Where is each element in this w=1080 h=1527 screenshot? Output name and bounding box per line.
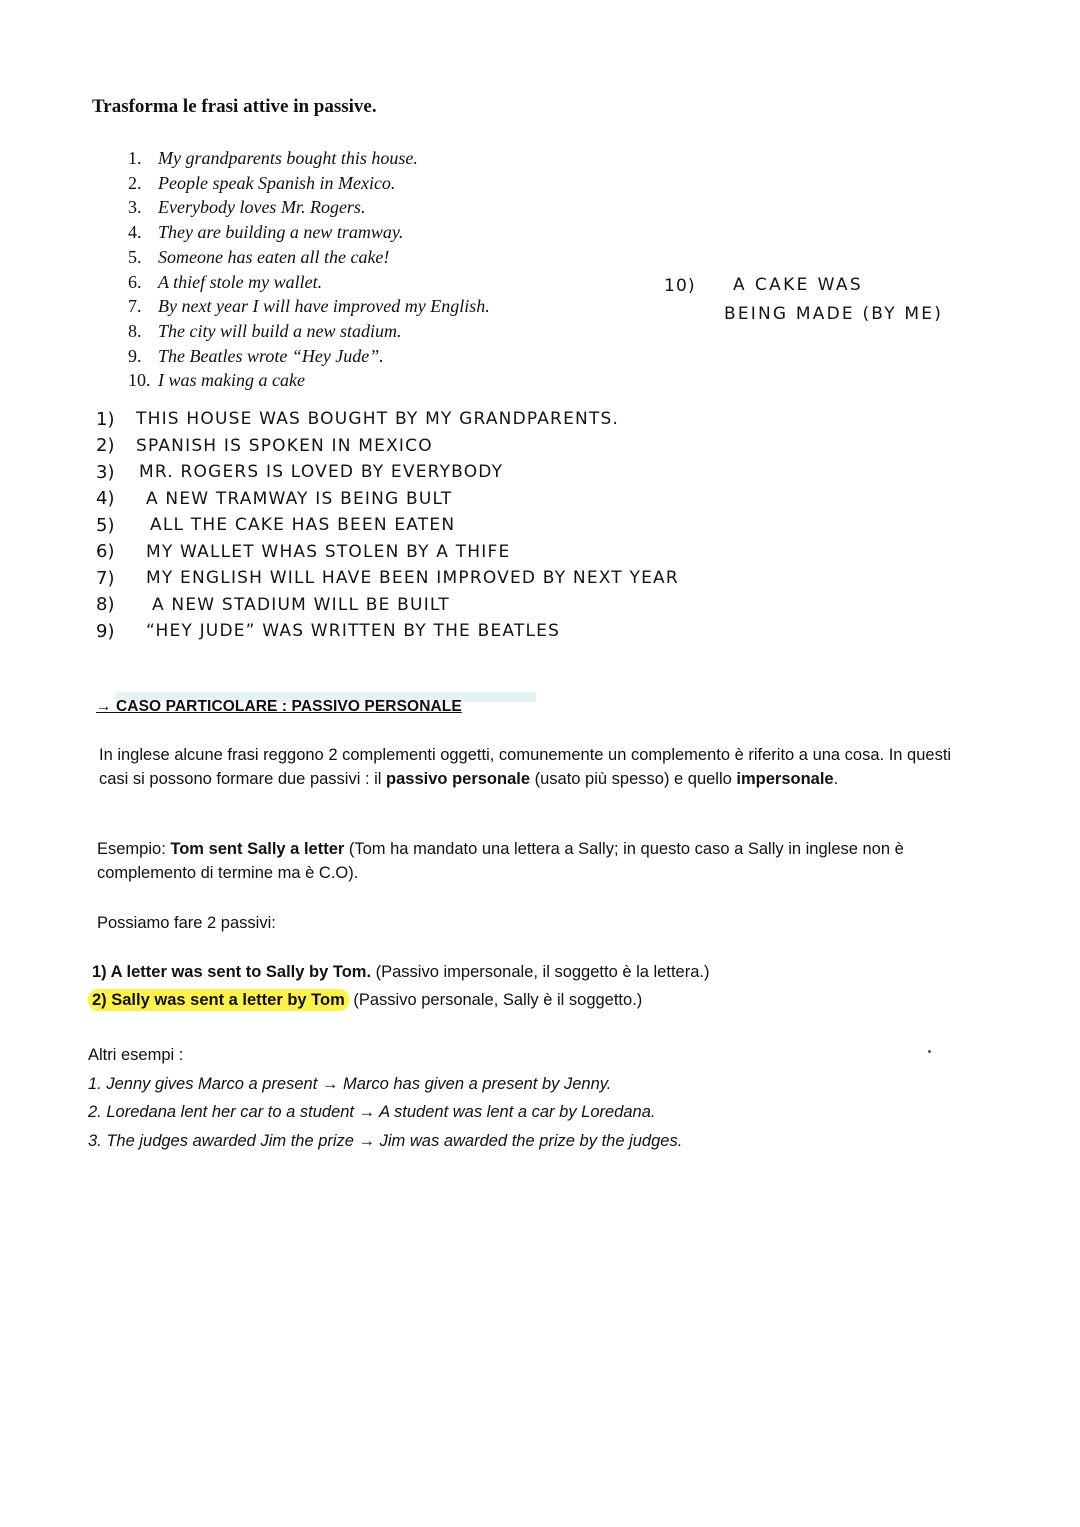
answer-text: “HEY JUDE” WAS WRITTEN BY THE BEATLES [146,621,561,642]
handwritten-answers [96,406,679,645]
other-example-item: 3. The judges awarded Jim the prize → Jim was awarded the prize by the judges. [88,1131,683,1150]
exercise-sentence: I was making a cake [158,370,305,391]
answer-row [96,459,679,486]
passive-examples [92,958,709,1014]
exercise-sentence: By next year I will have improved my English. [158,296,490,317]
exercise-sentence: My grandparents bought this house. [158,148,418,168]
answer-number: 6) [96,541,115,563]
answer-number: 7) [96,567,115,589]
exercise-item [128,344,490,369]
exercise-number: 7. [128,296,142,317]
exercise-sentence: A thief stole my wallet. [158,271,323,292]
other-example-item: 1. Jenny gives Marco a present → Marco has given a present by Jenny. [88,1074,612,1093]
exercise-number: 10. [128,370,151,391]
answer-row [96,565,679,592]
intro-paragraph [99,743,979,791]
answer-number: 2) [96,435,115,457]
exercise-item [128,171,490,196]
exercise-item [128,368,490,393]
answer-row [96,486,679,513]
exercise-item [128,319,490,344]
other-examples-label: Altri esempi : [88,1046,184,1064]
exercise-sentence: Everybody loves Mr. Rogers. [158,197,366,218]
answer-row [96,592,679,619]
answer-text: MY WALLET WHAS STOLEN BY A THIFE [146,541,511,562]
section-heading [96,698,462,716]
answer-text: SPANISH IS SPOKEN IN MEXICO [136,435,433,456]
possiamo-line: Possiamo fare 2 passivi: [97,914,276,932]
passive1-sentence: 1) A letter was sent to Sally by Tom. [92,963,372,981]
answer-text: THIS HOUSE WAS BOUGHT BY MY GRANDPARENTS. [136,409,620,430]
answer-text: A NEW TRAMWAY IS BEING BULT [146,488,453,509]
exercise-sentence: People speak Spanish in Mexico. [158,172,396,193]
other-example-item: 2. Loredana lent her car to a student → A student was lent a car by Loredana. [88,1103,656,1121]
exercise-item [128,245,490,270]
exercise-list [128,146,490,393]
answer-text: ALL THE CAKE HAS BEEN EATEN [150,515,456,536]
answer-number: 1) [96,408,115,430]
intro-bold-personale: passivo personale [386,770,531,788]
answer-text: A NEW STADIUM WILL BE BUILT [152,594,450,615]
section-heading-text: → CASO PARTICOLARE : PASSIVO PERSONALE [96,698,462,715]
exercise-number: 4. [128,222,142,243]
answer-number: 4) [96,488,115,510]
intro-text: (usato più spesso) e quello [530,770,737,788]
exercise-number: 6. [128,271,142,292]
answer-text: MR. ROGERS IS LOVED BY EVERYBODY [139,462,504,483]
exercise-number: 1. [128,148,142,168]
answer-row [96,618,679,645]
passive1-note: (Passivo impersonale, il soggetto è la lettera.) [371,963,710,981]
answer-10-line2: BEING MADE (BY ME) [724,304,944,324]
exercise-number: 3. [128,197,142,218]
answer-text: MY ENGLISH WILL HAVE BEEN IMPROVED BY NEXT YEAR [146,568,679,589]
answer-row [96,539,679,566]
answer-10-line1: A CAKE WAS [733,275,864,295]
answer-number: 3) [96,461,115,483]
passive2-sentence-highlighted: 2) Sally was sent a letter by Tom [88,989,349,1011]
exercise-sentence: The city will build a new stadium. [158,320,402,341]
other-examples [88,1041,682,1155]
example-sentence: Tom sent Sally a letter [170,840,345,858]
example-explanation: (Tom ha mandato una lettera a Sally; in questo caso a Sally in inglese non è complemento di termine ma è C.O). [97,840,904,882]
passive2-note: (Passivo personale, Sally è il soggetto.) [348,991,643,1009]
exercise-item [128,195,490,220]
answer-number: 9) [96,620,115,642]
passive-personale [92,986,709,1014]
exercise-number: 9. [128,345,142,366]
exercise-sentence: They are building a new tramway. [158,222,404,243]
stray-mark [928,1050,931,1053]
intro-text: . [833,770,839,788]
answer-number: 5) [96,514,115,536]
answer-number: 8) [96,594,115,616]
exercise-number: 8. [128,320,142,341]
exercise-number: 2. [128,172,142,193]
exercise-sentence: The Beatles wrote “Hey Jude”. [158,345,384,366]
exercise-item [128,270,490,295]
exercise-sentence: Someone has eaten all the cake! [158,246,390,267]
intro-text: In inglese alcune frasi reggono 2 complementi oggetti, comunemente un complemento è riferito a una cosa. In questi casi si possono formare due passivi : il [99,746,952,788]
exercise-item [128,294,490,319]
answer-10-number: 10) [664,276,696,296]
answer-row [96,433,679,460]
answer-row [96,406,679,433]
exercise-item [128,146,490,171]
exercise-item [128,220,490,245]
exercise-number: 5. [128,246,142,267]
passive-impersonale [92,958,709,986]
intro-bold-impersonale: impersonale [736,770,834,788]
answer-row [96,512,679,539]
example-paragraph [97,837,977,885]
example-label: Esempio: [97,840,171,858]
exercise-title: Trasforma le frasi attive in passive. [92,96,377,117]
